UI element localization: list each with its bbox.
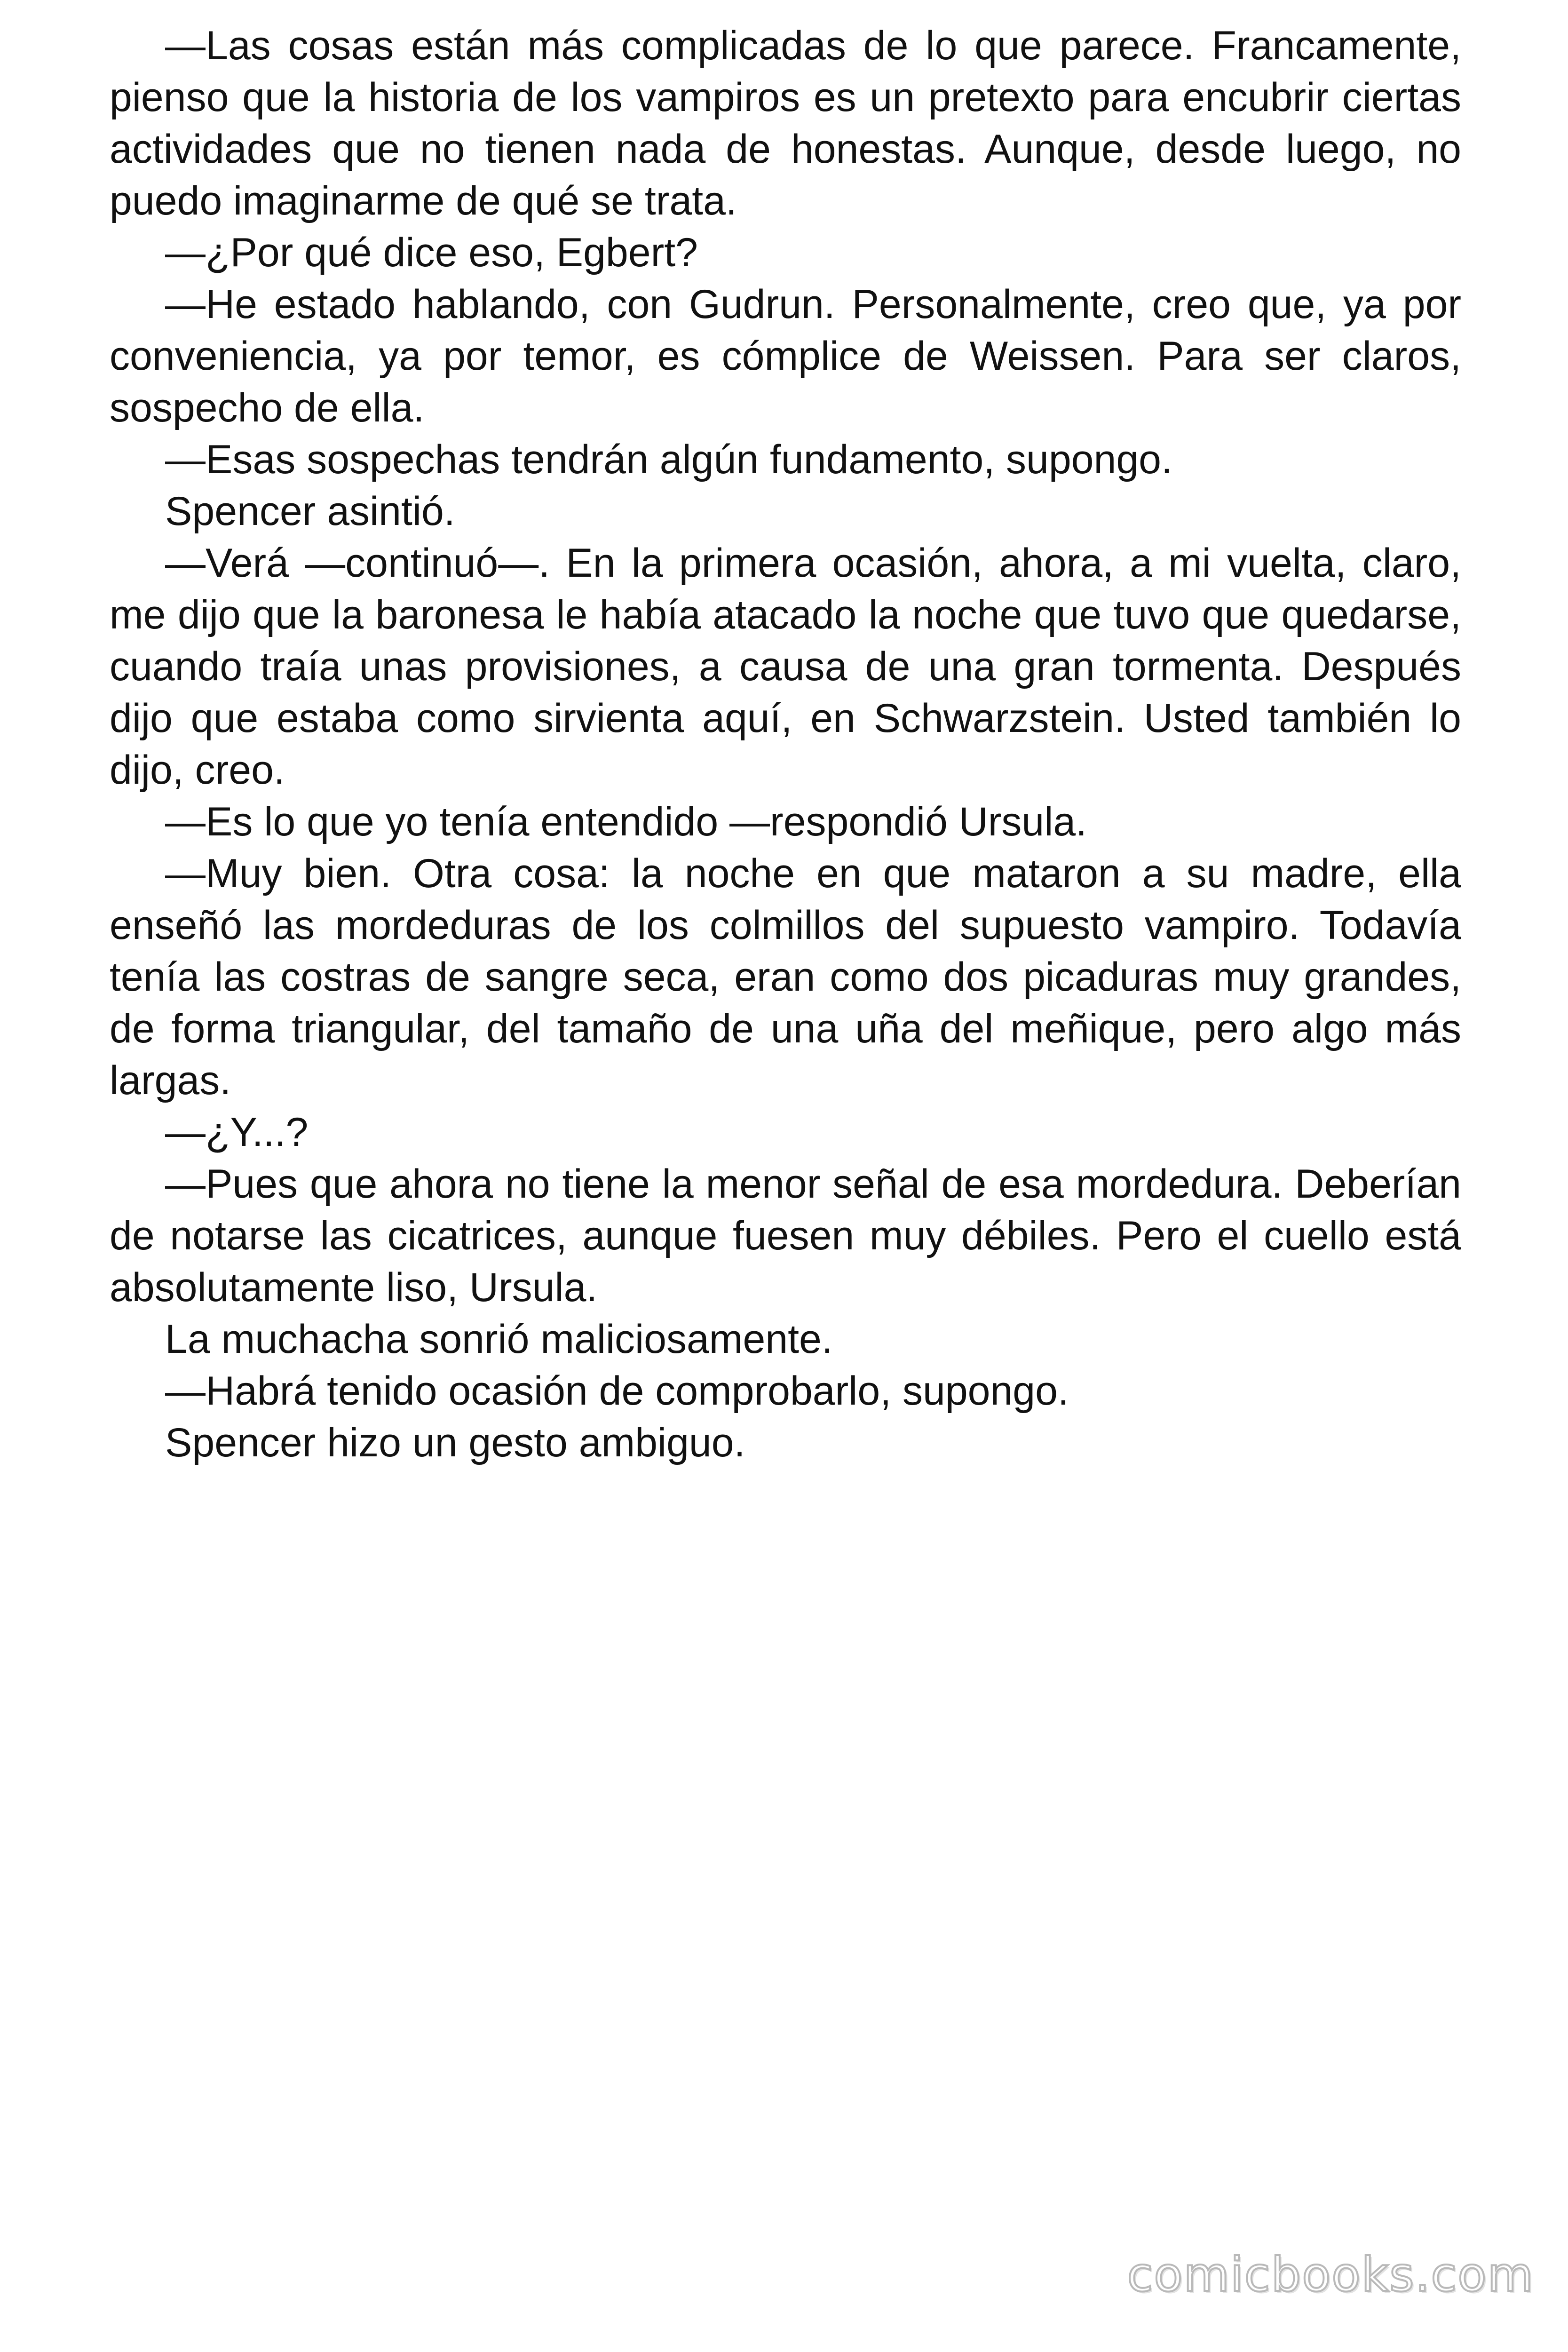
paragraph-13: Spencer hizo un gesto ambiguo. [165, 1420, 745, 1465]
paragraph-12: —Habrá tenido ocasión de comprobarlo, supongo. [165, 1368, 1069, 1414]
paragraph-9: —¿Y...? [165, 1110, 309, 1155]
paragraph-4: —Esas sospechas tendrán algún fundamento, supongo. [165, 437, 1172, 482]
body-text [110, 20, 1461, 1469]
watermark: comicbooks.com [1127, 2247, 1534, 2302]
paragraph-6: —Verá —continuó—. En la primera ocasión, ahora, a mi vuelta, claro, me dijo que la baronesa le había atacado la noche que tuvo que quedarse, cuando traía unas provisiones, a causa de una gran tormenta. Después dijo que estaba como sirvienta aquí, en Schwarzstein. Usted también lo dijo, creo. [110, 540, 1461, 793]
paragraph-2: —¿Por qué dice eso, Egbert? [165, 230, 698, 275]
paragraph-8: —Muy bien. Otra cosa: la noche en que mataron a su madre, ella enseñó las mordeduras de los colmillos del supuesto vampiro. Todavía tenía las costras de sangre seca, eran como dos picaduras muy grandes, de forma triangular, del tamaño de una uña del meñique, pero algo más largas. [110, 851, 1461, 1103]
paragraph-1: —Las cosas están más complicadas de lo que parece. Francamente, pienso que la historia de los vampiros es un pretexto para encubrir ciertas actividades que no tienen nada de honestas. Aunque, desde luego, no puedo imaginarme de qué se trata. [110, 23, 1461, 223]
paragraph-3: —He estado hablando, con Gudrun. Personalmente, creo que, ya por conveniencia, ya por temor, es cómplice de Weissen. Para ser claros, sospecho de ella. [110, 282, 1461, 430]
paragraph-11: La muchacha sonrió maliciosamente. [165, 1317, 833, 1362]
paragraph-7: —Es lo que yo tenía entendido —respondió Ursula. [165, 799, 1087, 844]
paragraph-5: Spencer asintió. [165, 489, 455, 534]
paragraph-10: —Pues que ahora no tiene la menor señal de esa mordedura. Deberían de notarse las cicatrices, aunque fuesen muy débiles. Pero el cuello está absolutamente liso, Ursula. [110, 1161, 1461, 1310]
